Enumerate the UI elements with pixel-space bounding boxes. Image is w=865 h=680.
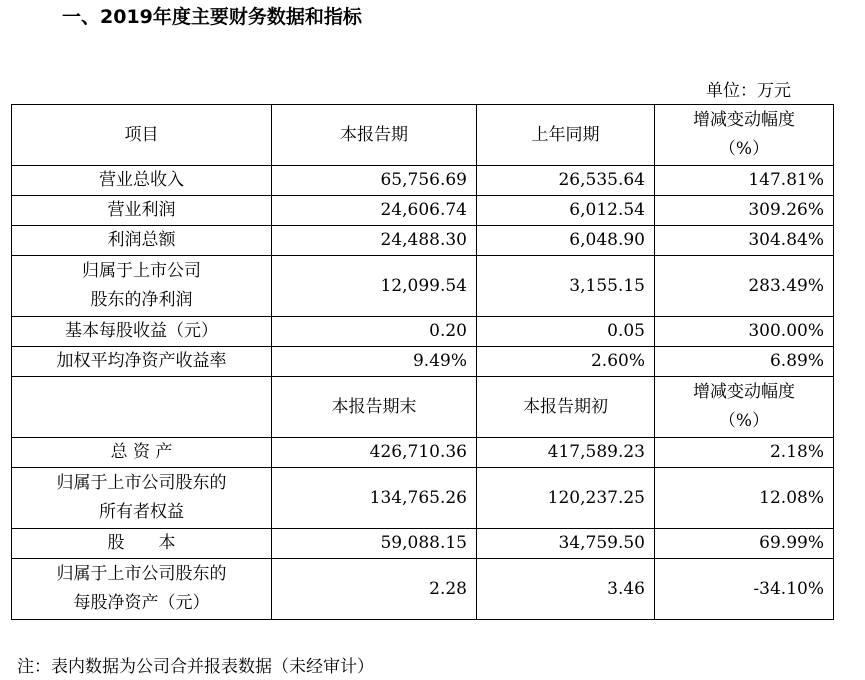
row-prior: 0.05	[477, 317, 655, 347]
row-change: -34.10%	[655, 559, 834, 620]
row-label: 营业总收入	[12, 166, 272, 196]
table-row	[12, 166, 834, 196]
row-prior: 3,155.15	[477, 256, 655, 317]
section-heading: 一、2019年度主要财务数据和指标	[62, 6, 362, 28]
header-current-period: 本报告期	[272, 105, 477, 166]
subheader-item	[12, 377, 272, 438]
row-current: 65,756.69	[272, 166, 477, 196]
table-row	[12, 256, 834, 317]
row-current: 9.49%	[272, 347, 477, 377]
row-label: 基本每股收益（元）	[12, 317, 272, 347]
row-change: 283.49%	[655, 256, 834, 317]
header-change-line1: 增减变动幅度	[693, 110, 795, 130]
row-current: 134,765.26	[272, 468, 477, 529]
unit-label: 单位：万元	[706, 81, 791, 101]
table-row	[12, 317, 834, 347]
table-row	[12, 196, 834, 226]
table-note: 注：表内数据为公司合并报表数据（未经审计）	[17, 657, 374, 677]
table-row	[12, 438, 834, 468]
row-change: 6.89%	[655, 347, 834, 377]
row-current: 0.20	[272, 317, 477, 347]
row-prior: 2.60%	[477, 347, 655, 377]
table-subheader-row	[12, 377, 834, 438]
row-prior: 3.46	[477, 559, 655, 620]
table-row	[12, 468, 834, 529]
row-change: 304.84%	[655, 226, 834, 256]
row-prior: 26,535.64	[477, 166, 655, 196]
header-change-line2: （%）	[718, 139, 770, 159]
row-prior: 34,759.50	[477, 529, 655, 559]
row-label: 加权平均净资产收益率	[12, 347, 272, 377]
subheader-change	[655, 377, 834, 438]
row-prior: 120,237.25	[477, 468, 655, 529]
row-current: 24,488.30	[272, 226, 477, 256]
row-label: 总 资 产	[12, 438, 272, 468]
row-change: 300.00%	[655, 317, 834, 347]
row-current: 59,088.15	[272, 529, 477, 559]
table-row	[12, 529, 834, 559]
row-label-line1: 归属于上市公司股东的	[56, 564, 227, 584]
row-prior: 417,589.23	[477, 438, 655, 468]
row-label: 营业利润	[12, 196, 272, 226]
row-label-line2: 所有者权益	[99, 502, 184, 522]
row-change: 69.99%	[655, 529, 834, 559]
row-label-line1: 归属于上市公司股东的	[56, 473, 227, 493]
row-current: 426,710.36	[272, 438, 477, 468]
header-prior-period: 上年同期	[477, 105, 655, 166]
subheader-period-end: 本报告期末	[272, 377, 477, 438]
row-current: 2.28	[272, 559, 477, 620]
row-label-line2: 每股净资产（元）	[73, 593, 210, 613]
subheader-period-start: 本报告期初	[477, 377, 655, 438]
row-label-line2: 股东的净利润	[90, 290, 193, 310]
row-change: 147.81%	[655, 166, 834, 196]
row-prior: 6,048.90	[477, 226, 655, 256]
table-row	[12, 226, 834, 256]
financial-data-table	[11, 104, 834, 620]
row-label	[12, 256, 272, 317]
table-header-row	[12, 105, 834, 166]
table-row	[12, 347, 834, 377]
row-current: 24,606.74	[272, 196, 477, 226]
row-prior: 6,012.54	[477, 196, 655, 226]
subheader-change-line1: 增减变动幅度	[693, 382, 795, 402]
row-label-line1: 归属于上市公司	[82, 261, 201, 281]
row-label: 利润总额	[12, 226, 272, 256]
row-current: 12,099.54	[272, 256, 477, 317]
row-label: 股 本	[12, 529, 272, 559]
table-row	[12, 559, 834, 620]
row-change: 309.26%	[655, 196, 834, 226]
subheader-change-line2: （%）	[718, 411, 770, 431]
row-label	[12, 468, 272, 529]
row-change: 2.18%	[655, 438, 834, 468]
header-item: 项目	[12, 105, 272, 166]
row-label	[12, 559, 272, 620]
row-change: 12.08%	[655, 468, 834, 529]
header-change	[655, 105, 834, 166]
